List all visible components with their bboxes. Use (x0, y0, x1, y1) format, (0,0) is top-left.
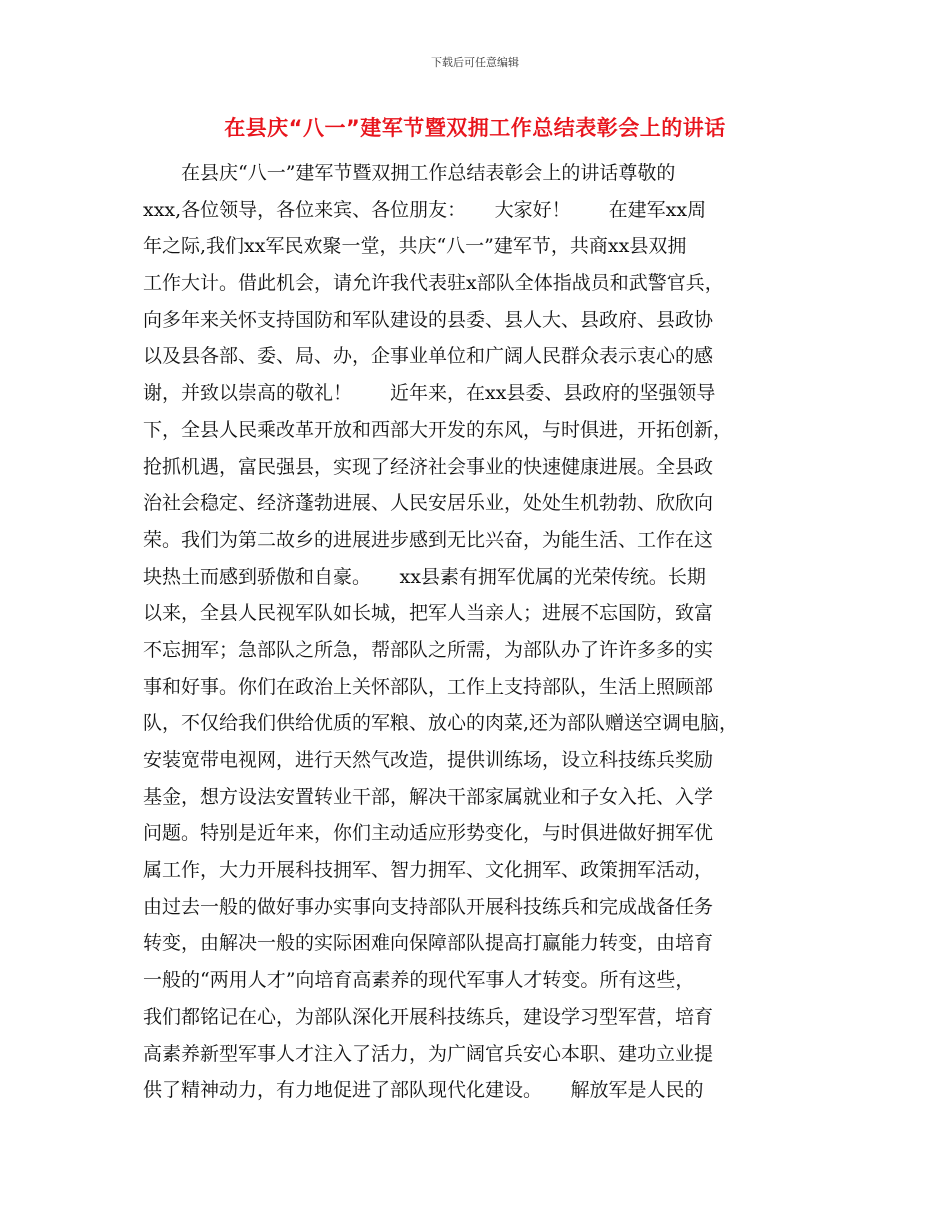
body-line: 抢抓机遇，富民强县，实现了经济社会事业的快速健康进展。全县政 (143, 455, 714, 478)
body-line: 基金，想方设法安置转业干部，解决干部家属就业和子女入托、入学 (143, 785, 714, 808)
body-line: 以来，全县人民视军队如长城，把军人当亲人；进展不忘国防，致富 (143, 602, 714, 625)
body-line: 谢，并致以崇高的敬礼！ 近年来，在xx县委、县政府的坚强领导 (143, 382, 716, 405)
body-line: 供了精神动力，有力地促进了部队现代化建设。 解放军是人民的 (143, 1079, 704, 1102)
body-line: 问题。特别是近年来，你们主动适应形势变化，与时俱进做好拥军优 (143, 822, 714, 845)
document-title: 在县庆“八一”建军节暨双拥工作总结表彰会上的讲话 (224, 116, 726, 140)
body-line: 不忘拥军；急部队之所急，帮部队之所需，为部队办了许许多多的实 (143, 638, 714, 661)
body-line: 由过去一般的做好事办实事向支持部队开展科技练兵和完成战备任务 (143, 895, 714, 918)
body-line: 队，不仅给我们供给优质的军粮、放心的肉菜,还为部队赠送空调电脑， (143, 712, 739, 735)
body-line: xxx,各位领导，各位来宾、各位朋友： 大家好！ 在建军xx周 (143, 198, 707, 221)
body-line: 块热土而感到骄傲和自豪。 xx县素有拥军优属的光荣传统。长期 (143, 565, 706, 588)
body-line: 我们都铭记在心，为部队深化开展科技练兵，建设学习型军营，培育 (143, 1005, 714, 1028)
body-line: 一般的“两用人才”向培育高素养的现代军事人才转变。所有这些， (143, 969, 695, 992)
body-line: 工作大计。借此机会，请允许我代表驻x部队全体指战员和武警官兵， (143, 272, 724, 295)
body-line: 荣。我们为第二故乡的进展进步感到无比兴奋，为能生活、工作在这 (143, 528, 714, 551)
body-text (143, 155, 813, 1109)
body-line: 事和好事。你们在政治上关怀部队，工作上支持部队，生活上照顾部 (143, 675, 714, 698)
body-line: 安装宽带电视网，进行天然气改造，提供训练场，设立科技练兵奖励 (143, 749, 714, 771)
header-note: 下载后可任意编辑 (431, 56, 519, 69)
body-line: 治社会稳定、经济蓬勃进展、人民安居乐业，处处生机勃勃、欣欣向 (143, 492, 714, 515)
body-line: 向多年来关怀支持国防和军队建设的县委、县人大、县政府、县政协 (143, 308, 714, 331)
body-line: 属工作，大力开展科技拥军、智力拥军、文化拥军、政策拥军活动， (143, 859, 714, 882)
body-line: 年之际,我们xx军民欢聚一堂，共庆“八一”建军节，共商xx县双拥 (143, 235, 687, 258)
body-line: 高素养新型军事人才注入了活力，为广阔官兵安心本职、建功立业提 (143, 1042, 714, 1065)
body-line: 以及县各部、委、局、办，企事业单位和广阔人民群众表示衷心的感 (143, 345, 714, 368)
body-line: 在县庆“八一”建军节暨双拥工作总结表彰会上的讲话尊敬的 (143, 162, 676, 184)
body-line: 下，全县人民乘改革开放和西部大开发的东风，与时俱进，开拓创新， (143, 418, 733, 441)
body-line: 转变，由解决一般的实际困难向保障部队提高打赢能力转变，由培育 (143, 932, 714, 955)
